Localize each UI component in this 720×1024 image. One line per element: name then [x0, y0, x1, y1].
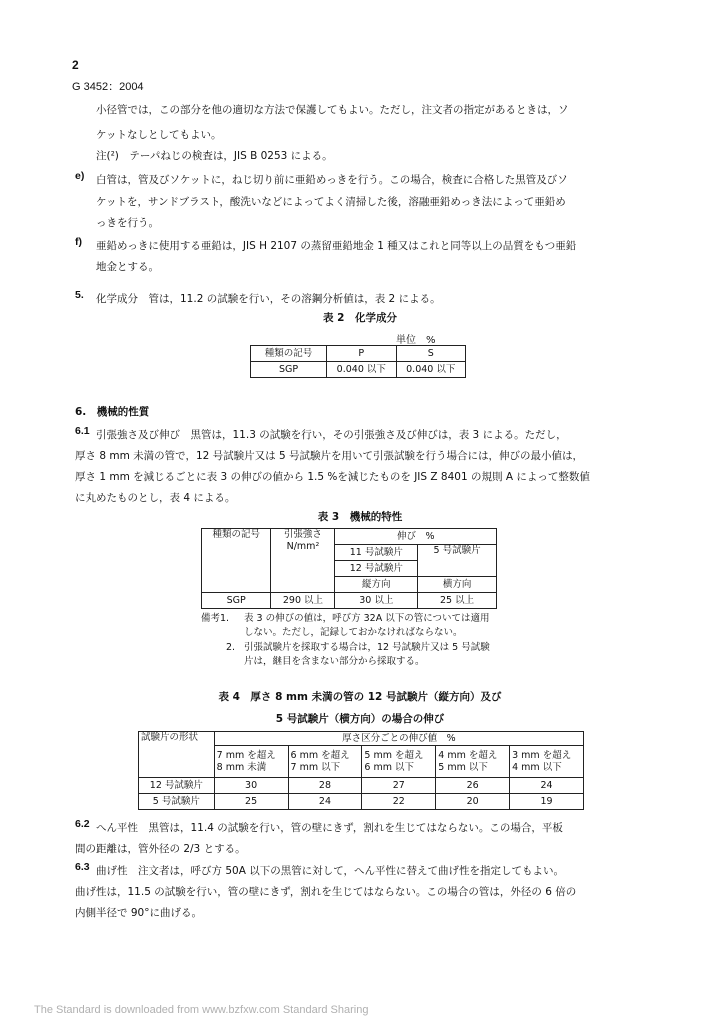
table-3: [201, 528, 497, 609]
table-4-row-1-value: 30: [214, 778, 288, 794]
taper-thread-note: 注(²) テーパねじの検査は，JIS B 0253 による。: [96, 150, 333, 162]
section-6-1-line-4: に丸めたものとし，表 4 による。: [75, 492, 236, 504]
table-3-header-elongation: 伸び %: [335, 529, 497, 545]
table-3-cell-symbol: SGP: [202, 593, 271, 609]
section-6-1-line-1: 引張強さ及び伸び 黒管は，11.3 の試験を行い，その引張強さ及び伸びは，表 3 による。ただし，: [96, 429, 567, 441]
table-4-range-1-upper: 8 mm 未満: [216, 761, 267, 773]
table-3-cell-tensile: 290 以上: [271, 593, 335, 609]
intro-line-1: 小径管では，この部分を他の適切な方法で保護してもよい。ただし，注文者の指定があるときは，ソ: [96, 104, 569, 116]
table-3-header-transverse: 横方向: [418, 577, 497, 593]
table-4-row-1-value: 28: [288, 778, 362, 794]
section-6-3-label: 6.3: [75, 861, 90, 873]
table-2-caption: 表 2 化学成分: [323, 312, 397, 324]
section-5-text: 化学成分 管は，11.2 の試験を行い，その溶鋼分析値は，表 2 による。: [96, 293, 441, 305]
table-4-header-group: 厚さ区分ごとの伸び値 %: [214, 732, 583, 746]
table-3-note-2-label: 2.: [226, 642, 236, 653]
standard-code: G 3452：2004: [72, 81, 144, 93]
table-3-header-longitudinal: 縦方向: [335, 577, 418, 593]
table-4-range-5-upper: 4 mm 以下: [512, 761, 562, 773]
table-3-header-tensile: [271, 529, 335, 593]
table-3-note-1-line-1: 表 3 の伸びの値は，呼び方 32A 以下の管については適用: [244, 613, 490, 624]
item-e-line-3: っきを行う。: [96, 217, 159, 229]
table-2-cell-symbol: SGP: [251, 362, 327, 378]
table-2-header-s: S: [396, 346, 465, 362]
table-2-unit: 単位 %: [396, 335, 436, 346]
item-f-line-1: 亜鉛めっきに使用する亜鉛は，JIS H 2107 の蒸留亜鉛地金 1 種又はこれと同等以上の品質をもつ亜鉛: [96, 240, 577, 252]
table-4-range-2-lower: 6 mm を超え: [290, 749, 350, 761]
intro-line-2: ケットなしとしてもよい。: [96, 129, 222, 141]
table-3-header-tensile-label: 引張強さ: [283, 529, 322, 540]
table-4-range-2-upper: 7 mm 以下: [290, 761, 341, 773]
table-2-header-symbol: 種類の記号: [251, 346, 327, 362]
table-3-header-specimen-11: 11 号試験片: [335, 545, 418, 561]
item-f-label: f): [75, 236, 82, 248]
table-3-cell-transverse: 25 以上: [418, 593, 497, 609]
table-4-row-2-name: 5 号試験片: [139, 794, 215, 810]
table-2-cell-p: 0.040 以下: [327, 362, 396, 378]
item-e-line-1: 白管は，管及びソケットに，ねじ切り前に亜鉛めっきを行う。この場合，検査に合格した黒管及びソ: [96, 174, 568, 186]
table-4-row-1-value: 27: [362, 778, 436, 794]
table-4-row-2-value: 24: [288, 794, 362, 810]
table-4-caption-line-1: 表 4 厚さ 8 mm 未満の管の 12 号試験片（縦方向）及び: [218, 691, 502, 703]
table-row: [139, 778, 584, 794]
table-4-range-2: [288, 746, 362, 778]
table-2-cell-s: 0.040 以下: [396, 362, 465, 378]
section-6-1-line-3: 厚さ 1 mm を減じるごとに表 3 の伸びの値から 1.5 %を減じたものを JIS Z 8401 の規則 A によって整数値: [75, 471, 590, 483]
table-4-header-shape: 試験片の形状: [139, 732, 215, 778]
table-4-row-2-value: 19: [510, 794, 584, 810]
table-3-header-specimen-12: 12 号試験片: [335, 561, 418, 577]
table-4-range-5: [510, 746, 584, 778]
table-3-header-specimen-5: 5 号試験片: [418, 545, 497, 577]
table-3-note-1-label: 備考1.: [201, 613, 230, 624]
table-4-row-1-name: 12 号試験片: [139, 778, 215, 794]
table-4-range-3-lower: 5 mm を超え: [364, 749, 424, 761]
table-4-range-5-lower: 3 mm を超え: [512, 749, 572, 761]
download-source-footer: The Standard is downloaded from www.bzfxw.com Standard Sharing: [34, 1004, 369, 1016]
table-4-range-3-upper: 6 mm 以下: [364, 761, 414, 773]
table-4-range-4: [436, 746, 510, 778]
table-4-range-1: [214, 746, 288, 778]
table-2-header-p: P: [327, 346, 396, 362]
table-4-row-1-value: 24: [510, 778, 584, 794]
section-6-1-label: 6.1: [75, 425, 90, 437]
section-6-3-line-2: 曲げ性は，11.5 の試験を行い，管の壁にきず，割れを生じてはならない。この場合の管は，外径の 6 倍の: [75, 886, 577, 898]
item-e-line-2: ケットを，サンドブラスト，酸洗いなどによってよく清掃した後，溶融亜鉛めっき法によって亜鉛め: [96, 196, 566, 208]
item-e-label: e): [75, 170, 85, 182]
table-4-range-4-upper: 5 mm 以下: [438, 761, 488, 773]
table-3-note-1-line-2: しない。ただし，記録しておかなければならない。: [244, 627, 463, 638]
table-3-cell-longitudinal: 30 以上: [335, 593, 418, 609]
table-3-caption: 表 3 機械的特性: [317, 511, 403, 523]
table-2: [250, 345, 466, 378]
table-3-note-2-line-1: 引張試験片を採取する場合は，12 号試験片又は 5 号試験: [244, 642, 490, 653]
section-6-title: 6. 機械的性質: [75, 406, 150, 418]
table-4-range-1-lower: 7 mm を超え: [216, 749, 276, 761]
table-4-row-2-value: 20: [436, 794, 510, 810]
section-6-3-line-3: 内側半径で 90°に曲げる。: [75, 907, 202, 919]
section-6-2-label: 6.2: [75, 818, 90, 830]
table-4-range-4-lower: 4 mm を超え: [438, 749, 498, 761]
table-4-caption-line-2: 5 号試験片（横方向）の場合の伸び: [275, 713, 445, 725]
table-3-note-2-line-2: 片は，継目を含まない部分から採取する。: [244, 656, 425, 667]
table-4-row-2-value: 22: [362, 794, 436, 810]
table-3-header-tensile-unit: N/mm²: [286, 541, 320, 552]
section-6-2-line-1: へん平性 黒管は，11.4 の試験を行い，管の壁にきず，割れを生じてはならない。この場合，平板: [96, 822, 563, 834]
table-3-header-symbol: 種類の記号: [202, 529, 271, 593]
section-5-number: 5.: [75, 289, 84, 301]
table-4-row-2-value: 25: [214, 794, 288, 810]
table-4-range-3: [362, 746, 436, 778]
section-6-2-line-2: 間の距離は，管外径の 2/3 とする。: [75, 843, 246, 855]
item-f-line-2: 地金とする。: [96, 261, 159, 273]
page-number: 2: [72, 58, 79, 72]
table-4-row-1-value: 26: [436, 778, 510, 794]
table-4: [138, 731, 584, 810]
section-6-3-line-1: 曲げ性 注文者は，呼び方 50A 以下の黒管に対して，へん平性に替えて曲げ性を指定してもよい。: [96, 865, 565, 877]
table-row: [139, 794, 584, 810]
section-6-1-line-2: 厚さ 8 mm 未満の管で，12 号試験片又は 5 号試験片を用いて引張試験を行う場合には，伸びの最小値は，: [75, 450, 583, 462]
